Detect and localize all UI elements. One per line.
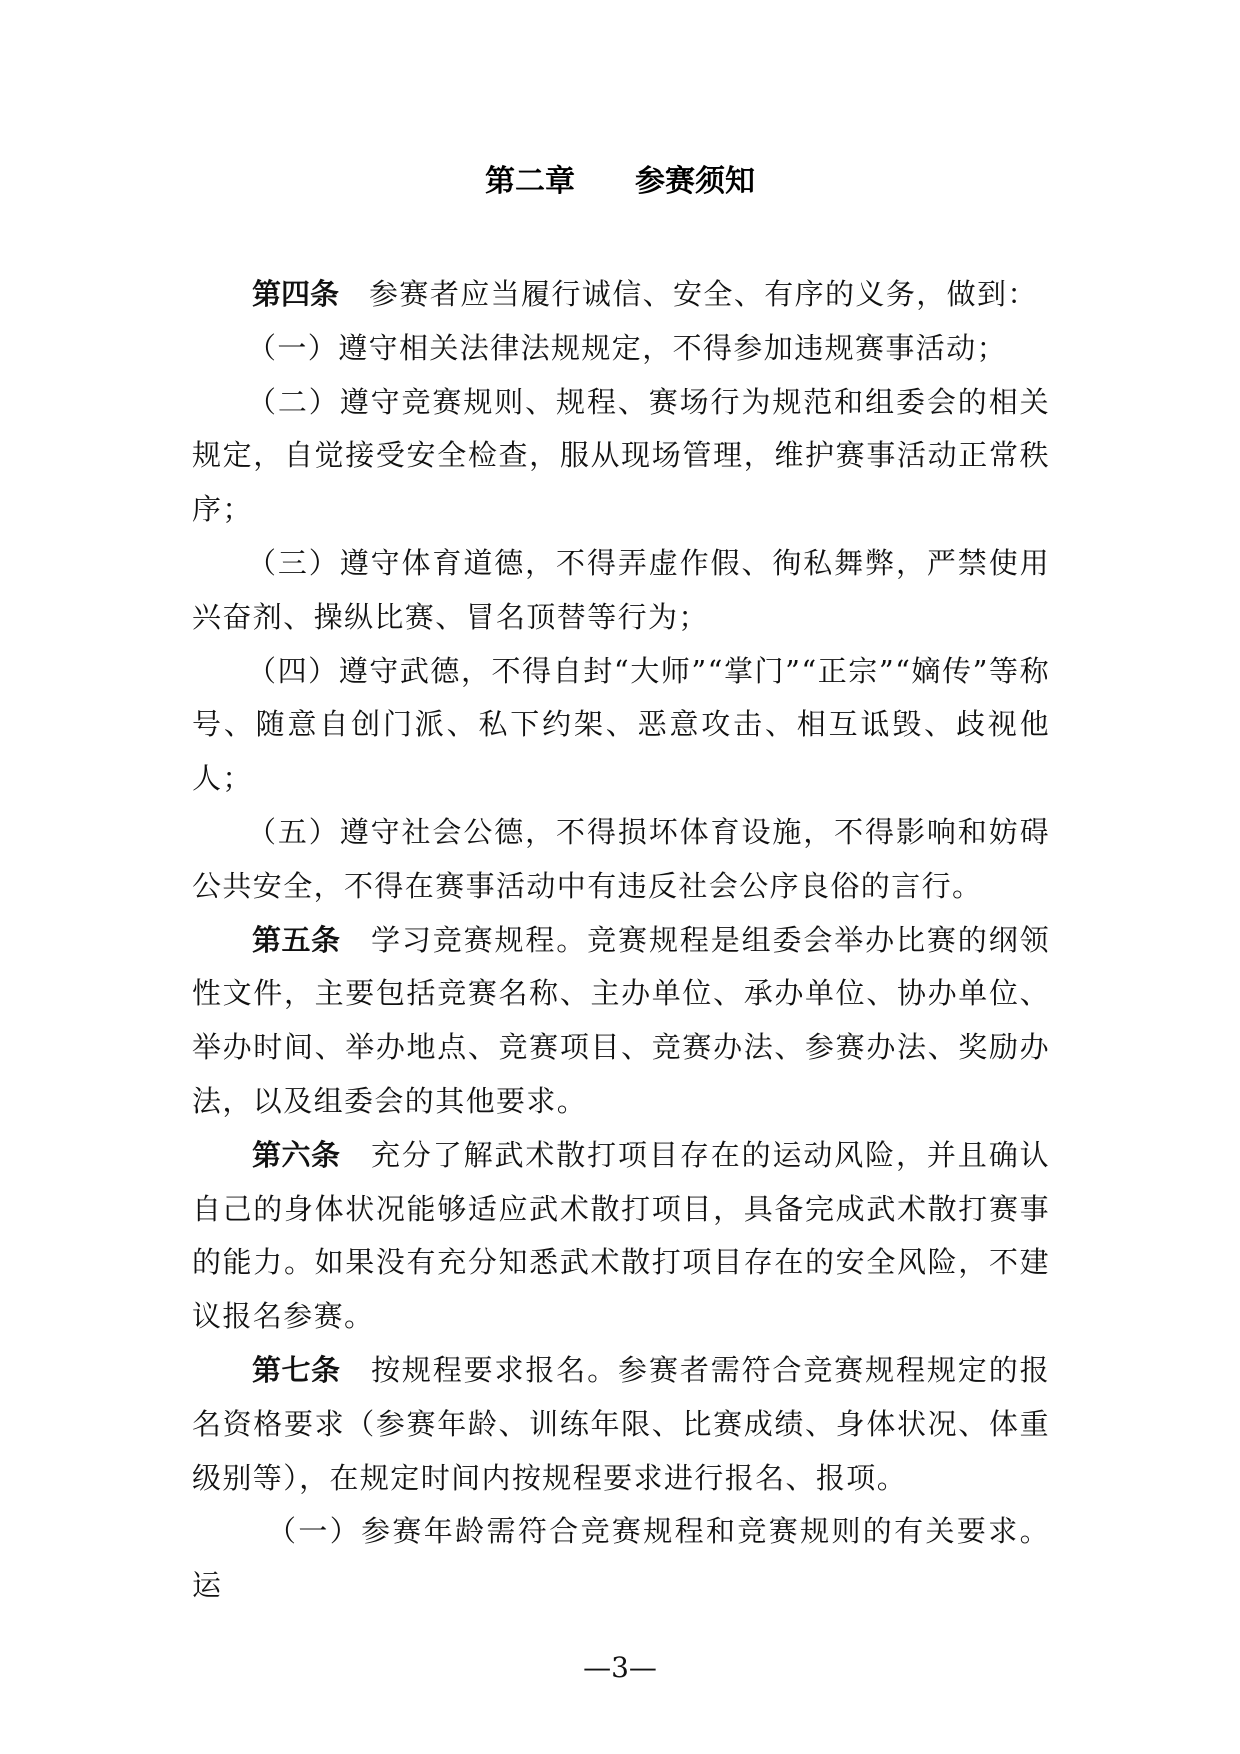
article-7-item-1: （一）参赛年龄需符合竞赛规程和竞赛规则的有关要求。运	[192, 1514, 1050, 1603]
article-5	[192, 914, 1050, 1129]
article-4-item-1: （一）遵守相关法律法规规定，不得参加违规赛事活动；	[247, 330, 1008, 365]
article-number: 第六条	[252, 1137, 341, 1172]
article-4-item-5: （五）遵守社会公德，不得损坏体育设施，不得影响和妨碍公共安全，不得在赛事活动中有违反社会公序良俗的言行。	[192, 814, 1050, 903]
article-6	[192, 1129, 1050, 1344]
document-body	[192, 268, 1050, 1613]
article-4	[192, 268, 1050, 322]
article-number: 第五条	[252, 922, 341, 957]
article-number: 第四条	[252, 277, 340, 311]
chapter-title: 第二章 参赛须知	[485, 164, 755, 199]
article-4-item-4: （四）遵守武德，不得自封“大师”“掌门”“正宗”“嫡传”等称号、随意自创门派、私下约架、恶意攻击、相互诋毁、歧视他人；	[192, 653, 1050, 796]
page-number: —3—	[583, 1651, 657, 1684]
article-text: 充分了解武术散打项目存在的运动风险，并且确认自己的身体状况能够适应武术散打项目，具备完成武术散打赛事的能力。如果没有充分知悉武术散打项目存在的安全风险，不建议报名参赛。	[192, 1137, 1050, 1334]
article-text: 按规程要求报名。参赛者需符合竞赛规程规定的报名资格要求（参赛年龄、训练年限、比赛成绩、身体状况、体重级别等），在规定时间内按规程要求进行报名、报项。	[192, 1352, 1050, 1495]
article-number: 第七条	[252, 1352, 341, 1387]
article-text: 学习竞赛规程。竞赛规程是组委会举办比赛的纲领性文件，主要包括竞赛名称、主办单位、承办单位、协办单位、举办时间、举办地点、竞赛项目、竞赛办法、参赛办法、奖励办法，以及组委会的其他要求。	[192, 922, 1050, 1118]
article-text: 参赛者应当履行诚信、安全、有序的义务，做到：	[369, 277, 1038, 311]
article-4-item-2: （二）遵守竞赛规则、规程、赛场行为规范和组委会的相关规定，自觉接受安全检查，服从现场管理，维护赛事活动正常秩序；	[192, 384, 1050, 527]
article-7	[192, 1344, 1050, 1505]
article-4-item-3: （三）遵守体育道德，不得弄虚作假、徇私舞弊，严禁使用兴奋剂、操纵比赛、冒名顶替等行为；	[192, 545, 1050, 634]
